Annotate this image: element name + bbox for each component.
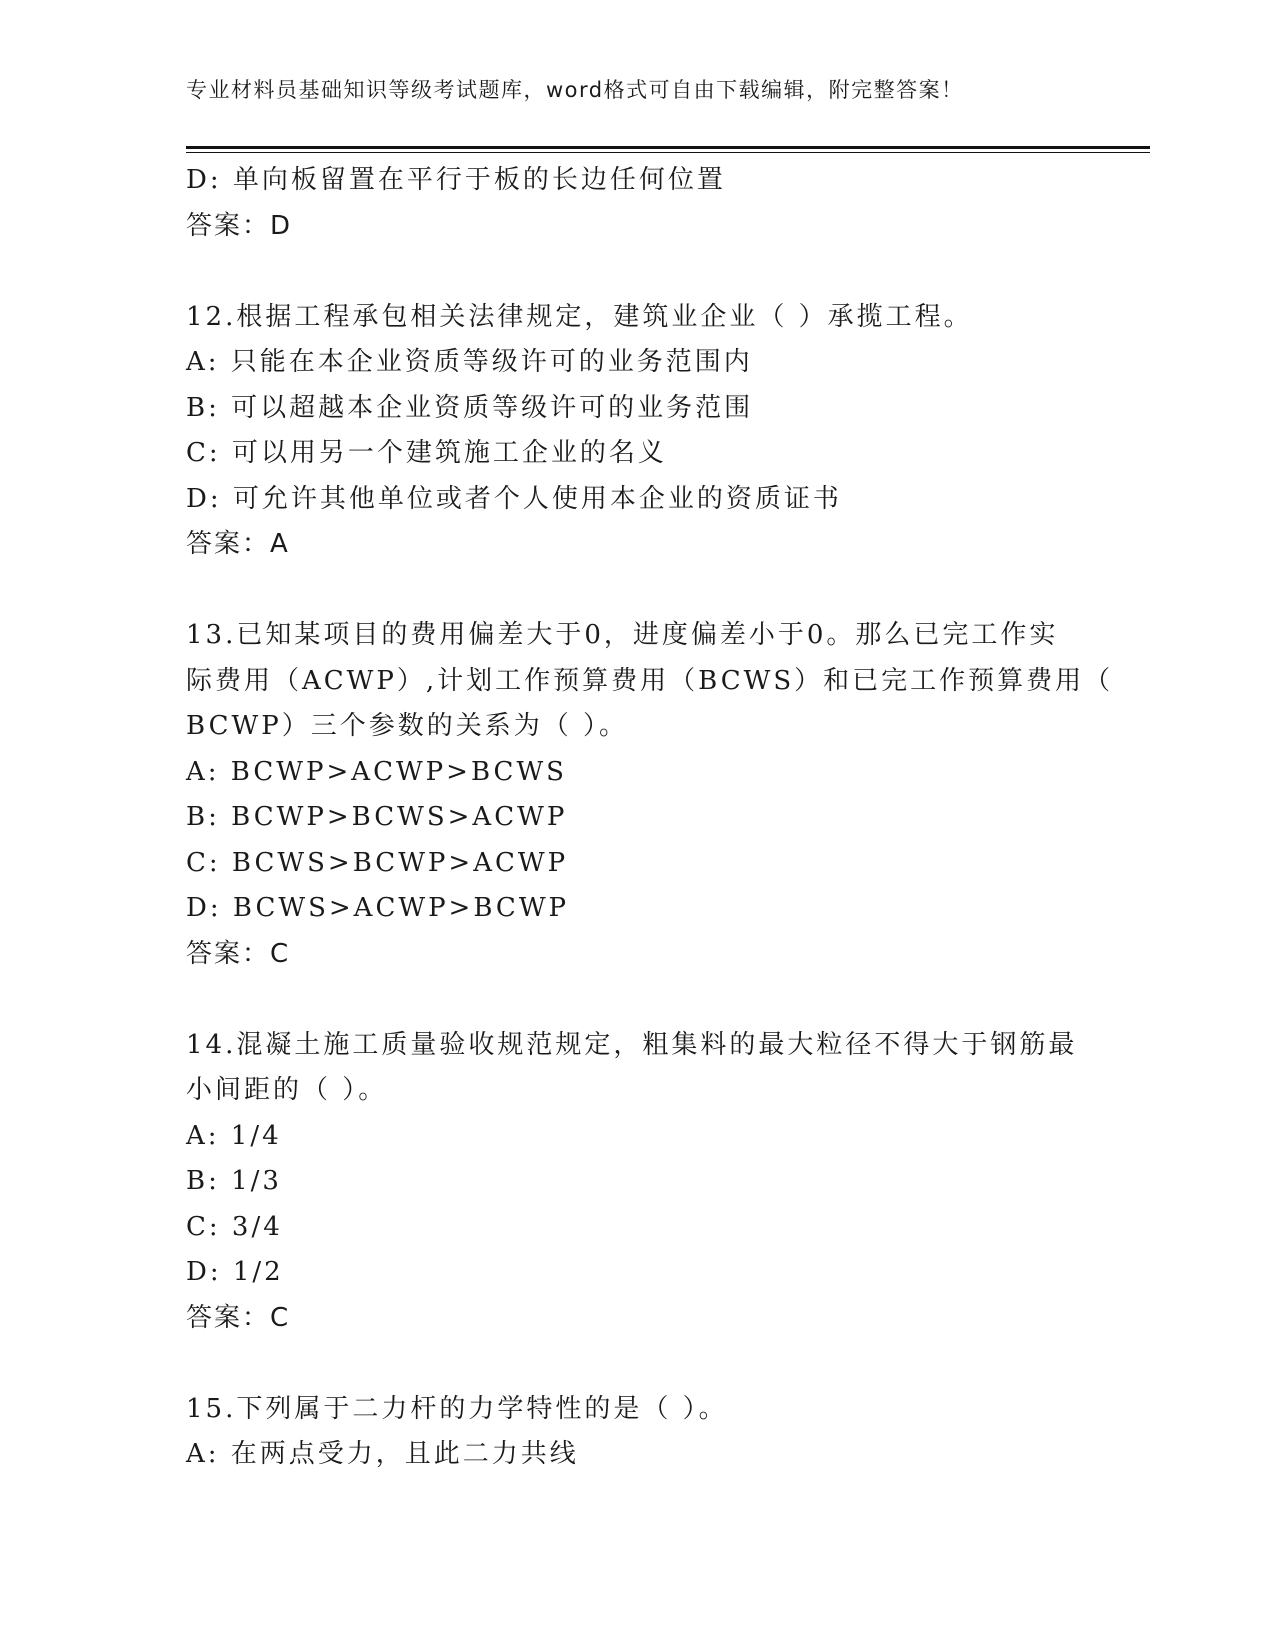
question-14	[186, 1023, 1086, 1342]
option-d: D: 1/2	[186, 1257, 284, 1287]
spacer	[186, 1341, 1086, 1387]
option-b: B: 1/3	[186, 1166, 282, 1196]
option-b: B: 可以超越本企业资质等级许可的业务范围	[186, 392, 754, 423]
answer-line: 答案：C	[186, 938, 291, 969]
option-a: A: 1/4	[186, 1120, 282, 1151]
option-a: A: 在两点受力，且此二力共线	[186, 1439, 579, 1469]
question-11-tail	[186, 158, 1086, 249]
question-stem-line: 际费用（ACWP）,计划工作预算费用（BCWS）和已完工作预算费用（	[186, 665, 1114, 696]
question-13	[186, 613, 1114, 977]
question-stem-line: 13.已知某项目的费用偏差大于0，进度偏差小于0。那么已完工作实	[186, 620, 1059, 650]
answer-line: 答案：C	[186, 1302, 291, 1333]
spacer	[186, 977, 1086, 1023]
document-body	[186, 158, 1114, 1478]
option-c: C: BCWS>BCWP>ACWP	[186, 847, 569, 878]
option-d: D: 可允许其他单位或者个人使用本企业的资质证书	[186, 483, 842, 514]
option-a: A: BCWP>ACWP>BCWS	[186, 756, 567, 787]
question-stem-line: 小间距的（ ）。	[186, 1075, 388, 1105]
question-stem: 12.根据工程承包相关法律规定，建筑业企业（ ）承揽工程。	[186, 301, 973, 332]
question-15	[186, 1387, 1086, 1478]
option-d: D: BCWS>ACWP>BCWP	[186, 893, 570, 923]
option-d: D: 单向板留置在平行于板的长边任何位置	[186, 165, 726, 195]
header-divider-thin	[186, 152, 1150, 153]
option-c: C: 可以用另一个建筑施工企业的名义	[186, 438, 667, 468]
question-12	[186, 295, 1086, 568]
option-b: B: BCWP>BCWS>ACWP	[186, 802, 568, 832]
answer-line: 答案：D	[186, 210, 293, 241]
question-stem: 15.下列属于二力杆的力学特性的是（ ）。	[186, 1393, 728, 1424]
document-header: 专业材料员基础知识等级考试题库，word格式可自由下载编辑，附完整答案！	[186, 78, 964, 102]
header-divider-thick	[186, 146, 1150, 149]
answer-line: 答案：A	[186, 529, 290, 559]
option-c: C: 3/4	[186, 1211, 283, 1242]
question-stem-line: BCWP）三个参数的关系为（ ）。	[186, 711, 628, 741]
question-stem-line: 14.混凝土施工质量验收规范规定，粗集料的最大粒径不得大于钢筋最	[186, 1029, 1078, 1060]
spacer	[186, 249, 1086, 295]
option-a: A: 只能在本企业资质等级许可的业务范围内	[186, 347, 753, 377]
spacer	[186, 568, 1086, 614]
